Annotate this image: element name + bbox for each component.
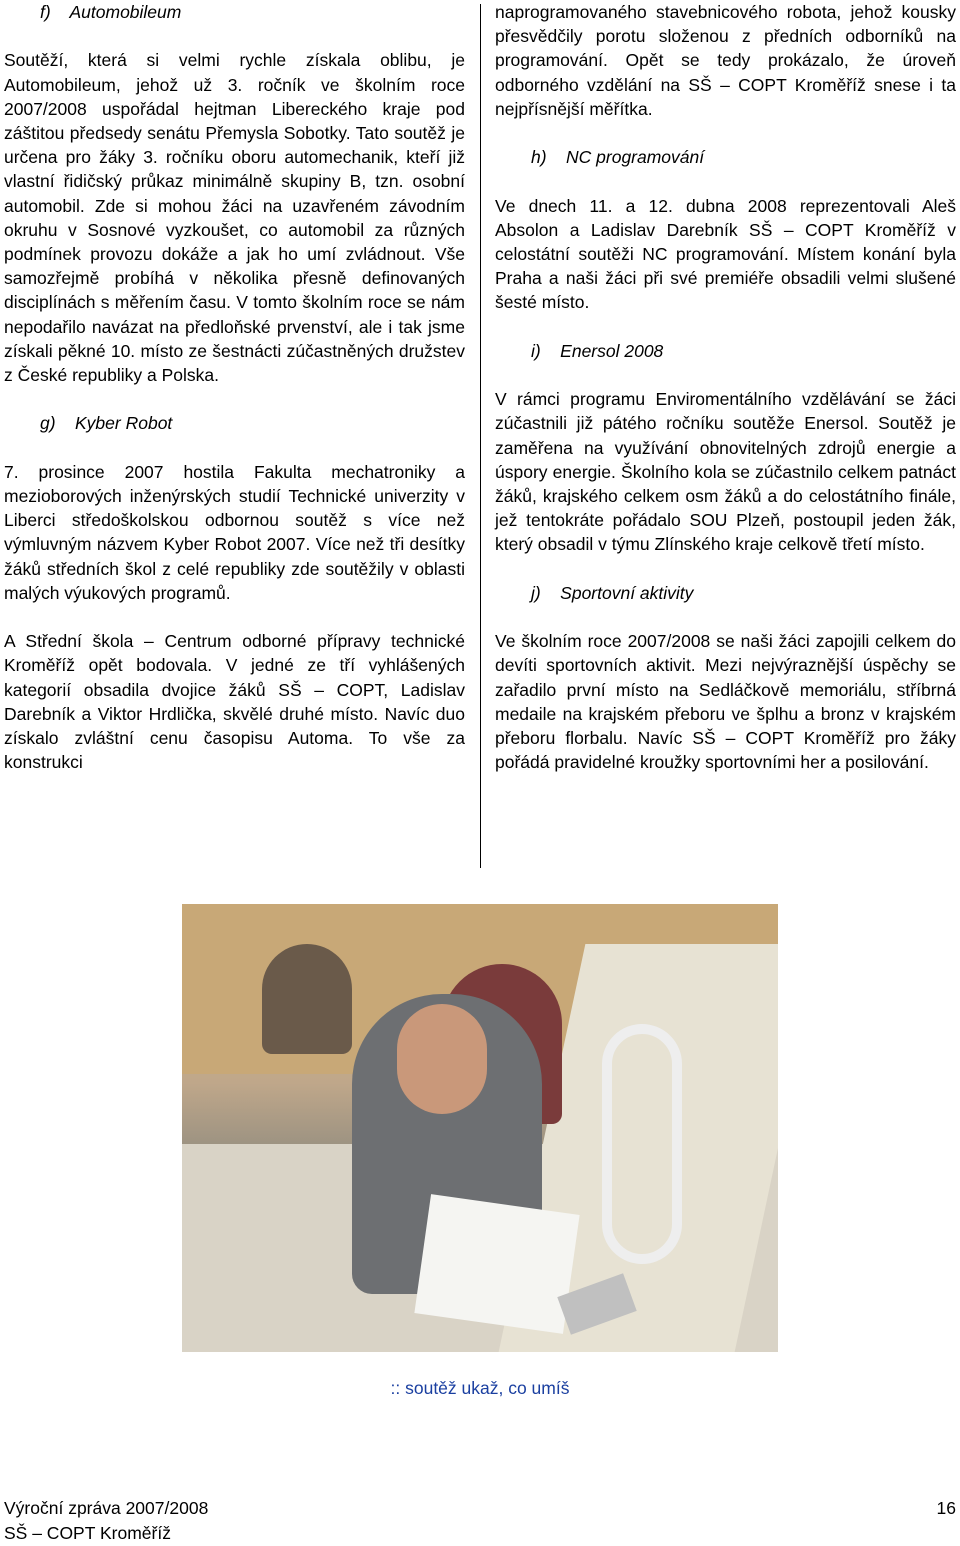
paragraph-kyber-robot-3: naprogramovaného stavebnicového robota, jehož kousky přesvědčily porotu složenou z předních odborníků na programování. Opět se tedy prokázalo, že úroveň odborného vzdělání na SŠ – COPT Kroměříž snese i ta nejpřísnější měřítka. [495, 2, 956, 119]
footer-school-name: SŠ – COPT Kroměříž [4, 1523, 171, 1543]
right-column [495, 0, 956, 774]
paragraph-kyber-robot-1: 7. prosince 2007 hostila Fakulta mechatroniky a mezioborových inženýrských studií Technické univerzity v Liberci středoškolskou odbornou soutěž s více než výmluvným názvem Kyber Robot 2007. Více než tři desítky žáků středních škol z celé republiky zde soutěžily v oblasti malých výukových programů. [4, 461, 465, 603]
paragraph-enersol: V rámci programu Enviromentálního vzdělávání se žáci zúčastnili již pátého ročníku soutěže Enersol. Soutěž je zaměřena na využívání obnovitelných zdrojů energie a úspory energie. Školního kola se zúčastnilo celkem patnáct žáků, krajského celkem osm žáků a do celostátního finále, jež tentokráte pořádalo SOU Plzeň, postoupil jeden žák, který obsadil v týmu Zlínského kraje celkově třetí místo. [495, 389, 956, 555]
paragraph-automobileum: Soutěží, která si velmi rychle získala oblibu, je Automobileum, jehož už 3. ročník ve školním roce 2007/2008 uspořádal hejtman Libereckého kraje pod záštitou předsedy senátu Přemysla Sobotky. Tato soutěž je určena pro žáky 3. ročníku oboru automechanik, kteří již vlastní řidičský průkaz minimálně skupiny B, tzn. osobní automobil. Zde si mohou žáci na uzavřeném závodním okruhu v Sosnové vyzkoušet, co automobil za různých podmínek provozu dokáže a jak ho umí zvládnout. Vše samozřejmě probíhá v několika přesně definovaných disciplínách s měřením času. V tomto školním roce se nám nepodařilo navázat na předloňské prvenství, ale i tak jsme získali pěkné 10. místo ze šestnácti zúčastněných družstev z České republiky a Polska. [4, 50, 465, 386]
heading-nc-programovani: h) NC programování [531, 147, 705, 168]
heading-kyber-robot: g) Kyber Robot [40, 413, 173, 434]
competition-photo [182, 904, 778, 1352]
photo-caption: :: soutěž ukaž, co umíš [390, 1378, 570, 1398]
paragraph-kyber-robot-2: A Střední škola – Centrum odborné přípravy technické Kroměříž opět bodovala. V jedné ze tří vyhlášených kategorií obsadila dvojice žáků SŠ – COPT, Ladislav Darebník a Viktor Hrdlička, skvělé druhé místo. Navíc duo získalo zvláštní cenu časopisu Automa. To vše za konstrukci [4, 631, 465, 773]
left-column [4, 0, 465, 774]
paragraph-sportovni-aktivity: Ve školním roce 2007/2008 se naši žáci zapojili celkem do devíti sportovních aktivit. Mezi nejvýraznější úspěchy se zařadilo první místo na Sedláčkově memoriálu, stříbrná medaile na krajském přeboru ve šplhu a bronz v krajském přeboru florbalu. Navíc SŠ – COPT Kroměříž pro žáky pořádá pravidelné kroužky sportovními her a posilování. [495, 631, 956, 773]
heading-automobileum: f) Automobileum [40, 2, 182, 22]
footer-report-title: Výroční zpráva 2007/2008 [4, 1498, 209, 1518]
column-divider [480, 4, 481, 868]
paragraph-nc-programovani: Ve dnech 11. a 12. dubna 2008 reprezentovali Aleš Absolon a Ladislav Darebník SŠ – COPT Kroměříž v celostátní soutěži NC programování. Místem konání byla Praha a naši žáci při své premiéře obsadili velmi slušené šesté místo. [495, 195, 956, 313]
footer-left [4, 1496, 208, 1546]
heading-sportovni-aktivity: j) Sportovní aktivity [531, 582, 694, 603]
heading-enersol: i) Enersol 2008 [531, 340, 664, 361]
page-number: 16 [936, 1498, 956, 1518]
